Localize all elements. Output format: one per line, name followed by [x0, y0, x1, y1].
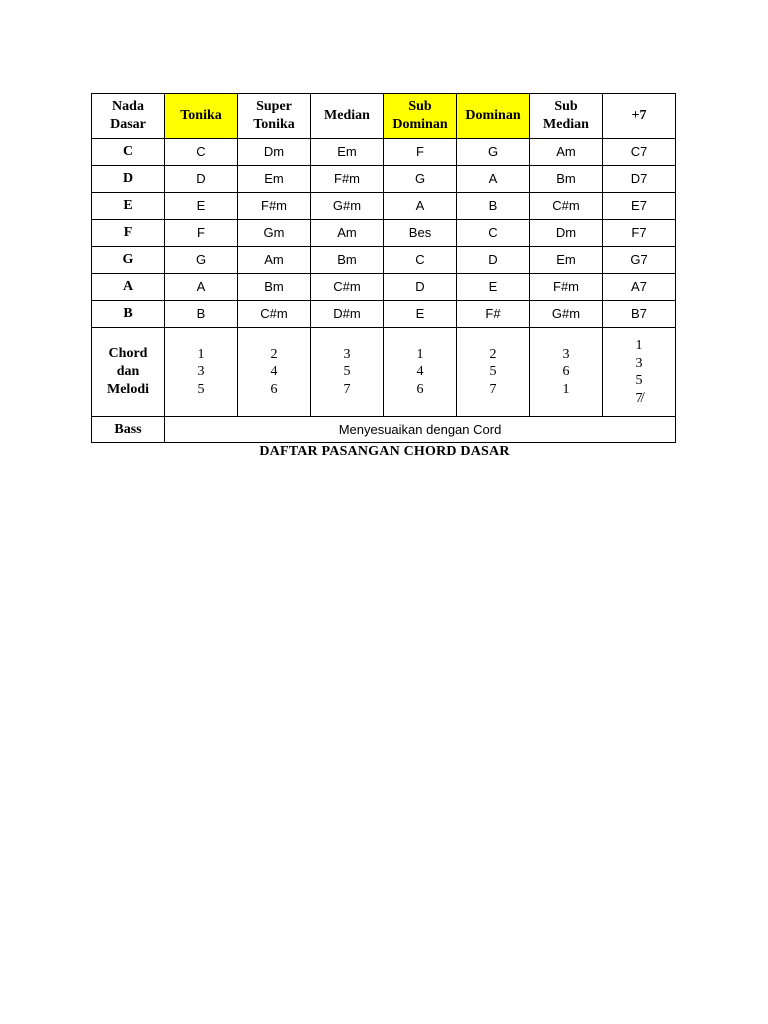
table-cell: C [384, 247, 457, 274]
table-cell: Bm [311, 247, 384, 274]
table-row [92, 139, 676, 166]
chord-table [91, 93, 676, 443]
header-plus7: +7 [603, 94, 676, 139]
table-row [92, 220, 676, 247]
row-nada: G [92, 247, 165, 274]
table-cell: B7 [603, 301, 676, 328]
bass-label: Bass [92, 417, 165, 443]
table-cell: D7 [603, 166, 676, 193]
table-cell: A7 [603, 274, 676, 301]
table-cell: Em [238, 166, 311, 193]
table-cell: F#m [530, 274, 603, 301]
table-row [92, 247, 676, 274]
table-cell: C#m [311, 274, 384, 301]
header-sub-median: Sub Median [530, 94, 603, 139]
table-cell: F7 [603, 220, 676, 247]
table-cell: E [384, 301, 457, 328]
table-cell: Em [530, 247, 603, 274]
table-cell: Em [311, 139, 384, 166]
table-cell: A [165, 274, 238, 301]
table-cell: D [384, 274, 457, 301]
table-cell: Dm [530, 220, 603, 247]
row-nada: F [92, 220, 165, 247]
header-sub-dominan: Sub Dominan [384, 94, 457, 139]
table-cell: Am [311, 220, 384, 247]
row-nada: D [92, 166, 165, 193]
table-cell: F#m [238, 193, 311, 220]
table-cell: E [457, 274, 530, 301]
melodi-cell: 3 5 7 [311, 328, 384, 417]
table-row [92, 166, 676, 193]
table-cell: G [384, 166, 457, 193]
header-dominan: Dominan [457, 94, 530, 139]
table-cell: Bm [238, 274, 311, 301]
table-cell: C [457, 220, 530, 247]
table-cell: A [457, 166, 530, 193]
table-cell: Am [238, 247, 311, 274]
table-cell: Bm [530, 166, 603, 193]
table-cell: Dm [238, 139, 311, 166]
table-cell: A [384, 193, 457, 220]
header-tonika: Tonika [165, 94, 238, 139]
table-cell: G7 [603, 247, 676, 274]
table-row [92, 274, 676, 301]
melodi-cell: 1 4 6 [384, 328, 457, 417]
table-cell: C [165, 139, 238, 166]
table-cell: C#m [238, 301, 311, 328]
melodi-label: Chord dan Melodi [92, 328, 165, 417]
table-cell: G [457, 139, 530, 166]
table-cell: B [165, 301, 238, 328]
table-row [92, 301, 676, 328]
table-cell: C7 [603, 139, 676, 166]
table-cell: D [165, 166, 238, 193]
table-cell: G [165, 247, 238, 274]
table-caption: DAFTAR PASANGAN CHORD DASAR [259, 444, 510, 459]
chord-melodi-row [92, 328, 676, 417]
table-cell: Am [530, 139, 603, 166]
table-cell: G#m [530, 301, 603, 328]
row-nada: B [92, 301, 165, 328]
table-cell: E [165, 193, 238, 220]
melodi-cell: 1 3 5 [165, 328, 238, 417]
bass-row [92, 417, 676, 443]
melodi-cell: 2 5 7 [457, 328, 530, 417]
table-cell: D [457, 247, 530, 274]
table-header-row [92, 94, 676, 139]
table-cell: E7 [603, 193, 676, 220]
table-cell: B [457, 193, 530, 220]
row-nada: E [92, 193, 165, 220]
table-cell: D#m [311, 301, 384, 328]
melodi-cell: 2 4 6 [238, 328, 311, 417]
header-median: Median [311, 94, 384, 139]
table-cell: F# [457, 301, 530, 328]
header-nada-dasar: Nada Dasar [92, 94, 165, 139]
table-row [92, 193, 676, 220]
table-cell: G#m [311, 193, 384, 220]
melodi-cell: 1 3 5 7̸ [603, 328, 676, 417]
table-cell: Bes [384, 220, 457, 247]
bass-value: Menyesuaikan dengan Cord [165, 417, 676, 443]
header-super-tonika: Super Tonika [238, 94, 311, 139]
row-nada: A [92, 274, 165, 301]
table-cell: F#m [311, 166, 384, 193]
row-nada: C [92, 139, 165, 166]
table-cell: C#m [530, 193, 603, 220]
table-cell: Gm [238, 220, 311, 247]
melodi-cell: 3 6 1 [530, 328, 603, 417]
table-cell: F [165, 220, 238, 247]
table-cell: F [384, 139, 457, 166]
